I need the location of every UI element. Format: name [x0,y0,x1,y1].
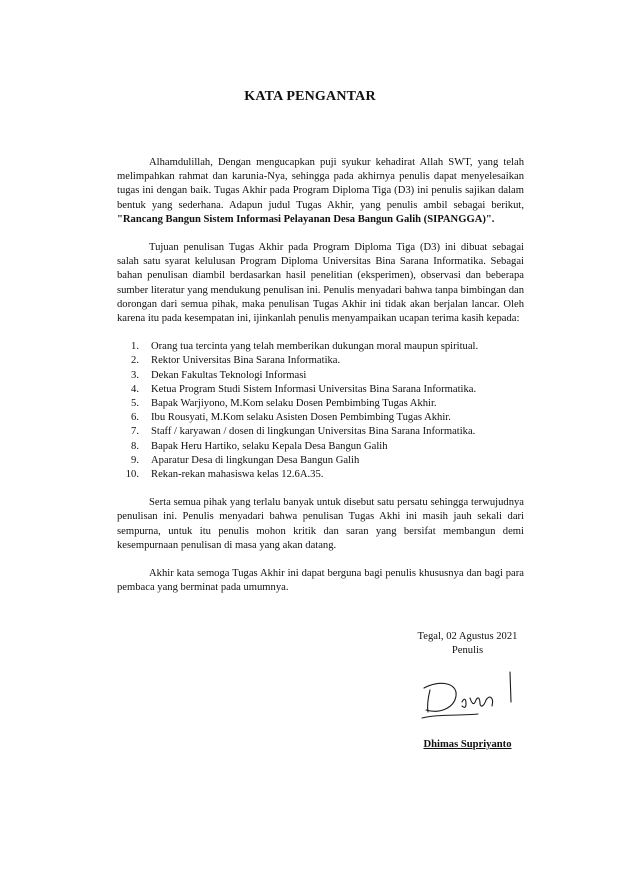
document-body [117,156,524,595]
list-item-number: 7. [131,426,139,438]
list-item-number: 1. [131,341,139,353]
paragraph-purpose: Tujuan penulisan Tugas Akhir pada Program Diploma Tiga (D3) ini dibuat sebagai salah satu syarat kelulusan Program Diploma Universitas Bina Sarana Informatika. Sebagai bahan penulisan diambil berdasarkan hasil penelitian (eksperimen), observasi dan beberapa sumber literatur yang mendukung penulisan ini. Penulis menyadari bahwa tanpa bimbingan dan dorongan dari semua pihak, maka penulisan Tugas Akhir ini tidak akan berjalan lancar. Oleh karena itu pada kesempatan ini, ijinkanlah penulis menyampaikan ucapan terima kasih kepada: [117,242,524,325]
list-item-text: Orang tua tercinta yang telah memberikan dukungan moral maupun spiritual. [151,341,479,353]
list-item [117,369,524,383]
place-date: Tegal, 02 Agustus 2021 [417,631,518,642]
list-item-text: Staff / karyawan / dosen di lingkungan Universitas Bina Sarana Informatika. [151,426,476,438]
signature-block [400,630,535,658]
list-item-number: 5. [131,398,139,410]
handwritten-signature [418,668,518,724]
list-item-number: 4. [131,383,139,395]
list-item-text: Bapak Heru Hartiko, selaku Kepala Desa Bangun Galih [151,440,388,452]
list-item-number: 6. [131,412,139,424]
list-item-text: Ibu Rousyati, M.Kom selaku Asisten Dosen Pembimbing Tugas Akhir. [151,412,451,424]
list-item-text: Bapak Warjiyono, M.Kom selaku Dosen Pembimbing Tugas Akhir. [151,398,437,410]
paragraph-final: Akhir kata semoga Tugas Akhir ini dapat berguna bagi penulis khususnya dan bagi para pembaca yang berminat pada umumnya. [117,568,524,594]
list-item [117,454,524,468]
paragraph-intro [117,156,524,227]
list-item-text: Ketua Program Studi Sistem Informasi Universitas Bina Sarana Informatika. [151,383,477,395]
thesis-title: "Rancang Bangun Sistem Informasi Pelayanan Desa Bangun Galih (SIPANGGA)". [117,213,495,225]
list-item [117,425,524,439]
list-item [117,383,524,397]
list-item-number: 3. [131,369,139,381]
paragraph-intro-text: Alhamdulillah, Dengan mengucapkan puji syukur kehadirat Allah SWT, yang telah melimpahkan rahmat dan karunia-Nya, sehingga pada akhirnya penulis dapat menyelesaikan tugas ini dengan baik. Tugas Akhir pada Program Diploma Tiga (D3) ini penulis sajikan dalam bentuk yang sederhana. Adapun judul Tugas Akhir, yang penulis ambil sebagai berikut, [117,157,524,211]
signer-name: Dhimas Supriyanto [423,739,512,750]
list-item [117,397,524,411]
list-item-number: 9. [131,454,139,466]
list-item-number: 8. [131,440,139,452]
list-item-number: 2. [131,355,139,367]
list-item-text: Rekan-rekan mahasiswa kelas 12.6A.35. [151,469,324,481]
thanks-list [117,340,524,482]
list-item-number: 10. [125,469,139,481]
list-item [117,354,524,368]
list-item [117,411,524,425]
list-item-text: Rektor Universitas Bina Sarana Informatika. [151,355,341,367]
list-item-text: Dekan Fakultas Teknologi Informasi [151,369,307,381]
list-item [117,468,524,482]
signer-role: Penulis [451,645,484,657]
list-item-text: Aparatur Desa di lingkungan Desa Bangun Galih [151,454,360,466]
page-title: KATA PENGANTAR [244,89,376,104]
list-item [117,340,524,354]
list-item [117,440,524,454]
paragraph-closing: Serta semua pihak yang terlalu banyak untuk disebut satu persatu sehingga terwujudnya penulisan ini. Penulis menyadari bahwa penulisan Tugas Akhi ini masih jauh sekali dari sempurna, untuk itu penulis mohon kritik dan saran yang bersifat membangun demi kesempurnaan penulisan di masa yang akan datang. [117,497,524,551]
